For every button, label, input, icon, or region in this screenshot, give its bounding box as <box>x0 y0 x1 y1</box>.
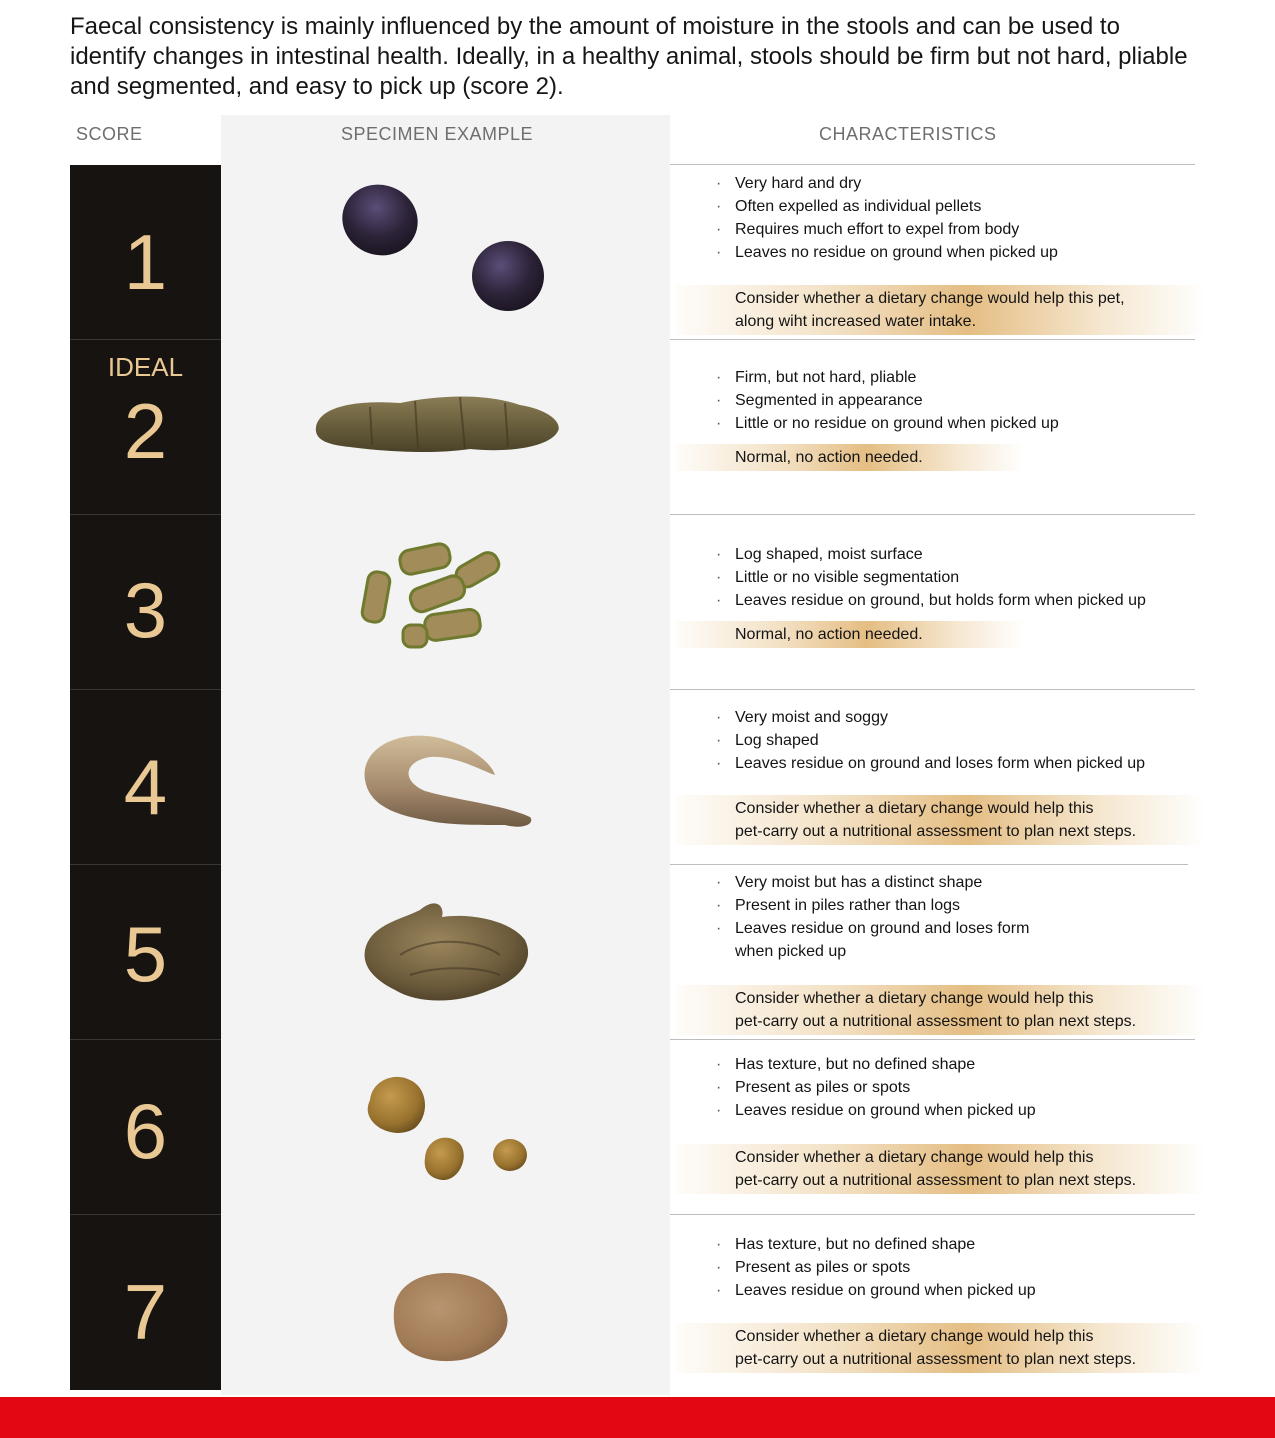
specimen-image-hard-pellets <box>330 180 560 330</box>
score-row-7 <box>0 1215 1275 1390</box>
score-row-5 <box>0 865 1275 1040</box>
score-row-2 <box>0 340 1275 515</box>
characteristics-list <box>716 172 1058 264</box>
characteristic-item: · Little or no visible segmentation <box>716 566 1146 589</box>
characteristic-item: · Leaves residue on ground when picked up <box>716 1099 1036 1122</box>
specimen-image-soggy-log <box>355 725 540 840</box>
score-row-6 <box>0 1040 1275 1215</box>
characteristic-item: · Leaves residue on ground and loses form <box>716 917 1029 940</box>
characteristic-item: · Leaves residue on ground, but holds form when picked up <box>716 589 1146 612</box>
advice-box <box>676 285 1206 335</box>
specimen-image-ideal-log <box>310 385 565 465</box>
characteristics-list <box>716 1053 1036 1122</box>
characteristic-item: · Very moist but has a distinct shape <box>716 871 1029 894</box>
advice-box <box>676 1144 1206 1194</box>
characteristic-item: · Requires much effort to expel from body <box>716 218 1058 241</box>
specimen-image-moist-segments <box>355 537 515 662</box>
advice-box <box>676 444 1024 471</box>
score-cell <box>70 865 221 1040</box>
characteristic-item: · Little or no residue on ground when picked up <box>716 412 1059 435</box>
characteristic-item: · Segmented in appearance <box>716 389 1059 412</box>
specimen-image-moist-pile <box>360 895 535 1010</box>
advice-line: Consider whether a dietary change would help this <box>735 1328 1094 1345</box>
characteristic-item: · Leaves residue on ground when picked up <box>716 1279 1036 1302</box>
advice-line: Consider whether a dietary change would help this <box>735 800 1094 817</box>
score-cell <box>70 340 221 515</box>
intro-paragraph: Faecal consistency is mainly influenced by the amount of moisture in the stools and can be used to identify changes in intestinal health. Ideally, in a healthy animal, stools should be firm but not hard, pliable and segmented, and easy to pick up (score 2). <box>70 13 1188 100</box>
score-number: 2 <box>123 387 168 475</box>
characteristic-item: · Has texture, but no defined shape <box>716 1053 1036 1076</box>
score-number: 4 <box>123 743 168 831</box>
score-number: 1 <box>123 218 168 306</box>
score-header: SCORE <box>76 124 143 144</box>
characteristics-list <box>716 543 1146 612</box>
characteristic-item: · Present as piles or spots <box>716 1076 1036 1099</box>
characteristic-item: · Very hard and dry <box>716 172 1058 195</box>
characteristic-item: · Leaves no residue on ground when picked up <box>716 241 1058 264</box>
score-cell <box>70 1215 221 1390</box>
specimen-header: SPECIMEN EXAMPLE <box>341 124 534 144</box>
score-number: 7 <box>123 1268 168 1356</box>
score-number: 6 <box>123 1087 168 1175</box>
advice-line: Consider whether a dietary change would help this <box>735 1149 1094 1166</box>
characteristic-item: · Very moist and soggy <box>716 706 1145 729</box>
advice-box <box>676 985 1206 1035</box>
footer-brand-bar <box>0 1397 1275 1438</box>
score-cell <box>70 690 221 865</box>
characteristic-item: · Log shaped, moist surface <box>716 543 1146 566</box>
advice-line: Consider whether a dietary change would help this <box>735 990 1094 1007</box>
advice-line: Normal, no action needed. <box>735 626 923 643</box>
advice-line: Consider whether a dietary change would help this pet, <box>735 290 1125 307</box>
advice-line: pet-carry out a nutritional assessment to plan next steps. <box>735 1013 1137 1030</box>
characteristics-list <box>716 1233 1036 1302</box>
characteristics-header: CHARACTERISTICS <box>819 124 997 144</box>
characteristic-item: · Present as piles or spots <box>716 1256 1036 1279</box>
advice-box <box>676 621 1024 648</box>
score-row-3 <box>0 515 1275 690</box>
advice-line: pet-carry out a nutritional assessment to plan next steps. <box>735 823 1137 840</box>
characteristic-item: · Firm, but not hard, pliable <box>716 366 1059 389</box>
advice-line: Normal, no action needed. <box>735 449 923 466</box>
advice-box <box>676 795 1206 845</box>
characteristic-item: · Often expelled as individual pellets <box>716 195 1058 218</box>
score-row-1 <box>0 165 1275 340</box>
ideal-label: IDEAL <box>107 352 184 382</box>
advice-box <box>676 1323 1206 1373</box>
score-cell <box>70 165 221 340</box>
score-number: 3 <box>123 566 168 654</box>
characteristic-item: · Present in piles rather than logs <box>716 894 1029 917</box>
advice-line: pet-carry out a nutritional assessment to plan next steps. <box>735 1351 1137 1368</box>
characteristics-list <box>716 366 1059 435</box>
characteristics-list <box>716 706 1145 775</box>
specimen-image-puddle <box>390 1270 510 1365</box>
score-row-4 <box>0 690 1275 865</box>
score-cell <box>70 515 221 690</box>
characteristic-item: · Leaves residue on ground and loses form when picked up <box>716 752 1145 775</box>
score-cell <box>70 1040 221 1215</box>
characteristic-item: · Has texture, but no defined shape <box>716 1233 1036 1256</box>
specimen-image-spots <box>360 1070 535 1190</box>
characteristic-item-continued: when picked up <box>735 943 847 960</box>
characteristic-item: · Log shaped <box>716 729 1145 752</box>
characteristics-list <box>716 871 1029 963</box>
advice-line: along wiht increased water intake. <box>735 313 977 330</box>
score-number: 5 <box>123 910 168 998</box>
advice-line: pet-carry out a nutritional assessment to plan next steps. <box>735 1172 1137 1189</box>
